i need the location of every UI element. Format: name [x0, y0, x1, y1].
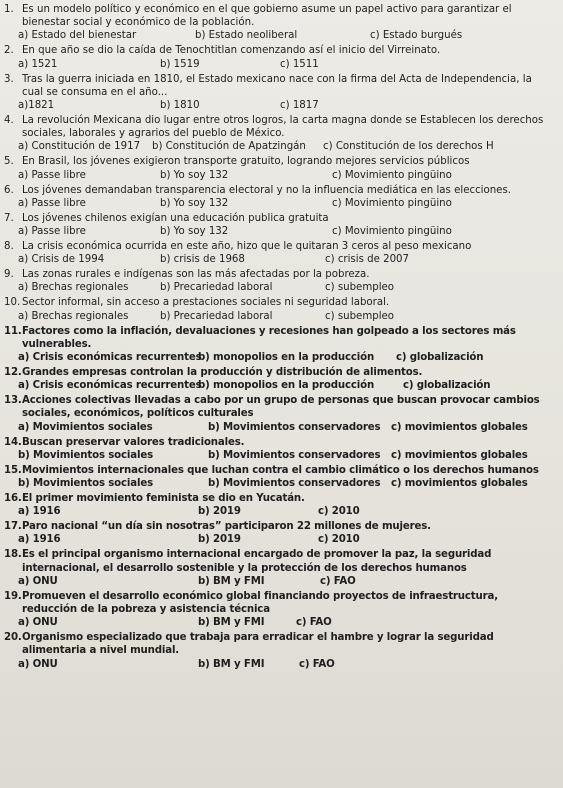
option-b: b) Yo soy 132	[160, 226, 229, 238]
question-13	[4, 394, 555, 435]
option-a: b) Movimientos sociales	[18, 449, 153, 461]
question-4	[4, 114, 555, 155]
question-6	[4, 184, 555, 212]
option-b: b) BM y FMI	[198, 575, 265, 587]
question-2	[4, 44, 555, 72]
question-text: El primer movimiento feminista se dio en Yucatán.	[22, 493, 305, 505]
question-number: 5.	[4, 156, 14, 168]
question-number: 14.	[4, 436, 22, 448]
option-c: c) FAO	[320, 575, 356, 587]
option-c: c) globalización	[403, 380, 491, 392]
option-b: b) Yo soy 132	[160, 169, 229, 181]
option-c: c) 1817	[280, 100, 319, 112]
question-text: La crisis económica ocurrida en este año, hizo que le quitaran 3 ceros al peso mexicano	[22, 241, 472, 253]
option-c: c) 2010	[318, 506, 360, 518]
option-b: b) Precariedad laboral	[160, 282, 273, 294]
question-17	[4, 520, 555, 548]
question-number: 7.	[4, 212, 14, 224]
option-c: c) movimientos globales	[391, 478, 528, 490]
option-c: c) Movimiento pingüino	[332, 169, 452, 181]
option-b: b) crisis de 1968	[160, 254, 245, 266]
option-b: b) Constitución de Apatzingán	[152, 141, 306, 153]
question-number: 17.	[4, 521, 22, 533]
question-11	[4, 325, 555, 366]
question-number: 4.	[4, 115, 14, 127]
question-text: La revolución Mexicana dio lugar entre otros logros, la carta magna donde se Establecen los derechos sociales, laborales y agrarios del pueblo de México.	[22, 115, 544, 140]
option-b: b) Yo soy 132	[160, 197, 229, 209]
option-b: b) BM y FMI	[198, 617, 265, 629]
question-number: 6.	[4, 184, 14, 196]
question-text: Tras la guerra iniciada en 1810, el Estado mexicano nace con la firma del Acta de Independencia, la cual se consuma en el año...	[22, 73, 532, 98]
option-a: a) Constitución de 1917	[18, 141, 141, 153]
option-a: a) Brechas regionales	[18, 282, 129, 294]
option-a: a) ONU	[18, 617, 58, 629]
question-text: Grandes empresas controlan la producción y distribución de alimentos.	[22, 367, 423, 379]
option-c: c) crisis de 2007	[325, 254, 410, 266]
question-number: 2.	[4, 45, 14, 57]
option-b: b) BM y FMI	[198, 658, 265, 670]
option-b: b) Precariedad laboral	[160, 310, 273, 322]
question-number: 13.	[4, 395, 22, 407]
question-number: 12.	[4, 367, 22, 379]
question-text: Buscan preservar valores tradicionales.	[22, 436, 245, 448]
question-12	[4, 366, 555, 394]
option-c: c) movimientos globales	[391, 421, 528, 433]
question-text: Los jóvenes demandaban transparencia electoral y no la influencia mediática en las elecciones.	[22, 184, 511, 196]
question-text: Acciones colectivas llevadas a cabo por un grupo de personas que buscan provocar cambios sociales, económicos, políticos culturales	[22, 395, 540, 420]
option-c: c) Movimiento pingüino	[332, 226, 452, 238]
option-c: c) FAO	[299, 658, 335, 670]
question-text: Movimientos internacionales que luchan contra el cambio climático o los derechos humanos	[22, 464, 539, 476]
question-text: Promueven el desarrollo económico global financiando proyectos de infraestructura, reducción de la pobreza y asistencia técnica	[22, 590, 498, 616]
question-number: 19.	[4, 590, 22, 602]
option-a: a) ONU	[18, 658, 58, 670]
question-text: Paro nacional “un día sin nosotras” participaron 22 millones de mujeres.	[22, 521, 431, 533]
question-text: Los jóvenes chilenos exigían una educación publica gratuita	[22, 212, 329, 224]
question-number: 3.	[4, 73, 14, 85]
question-text: Sector informal, sin acceso a prestaciones sociales ni seguridad laboral.	[22, 297, 390, 309]
option-c: c) FAO	[296, 617, 332, 629]
option-a: a) Passe libre	[18, 169, 86, 181]
question-text: En Brasil, los jóvenes exigieron transporte gratuito, logrando mejores servicios públicos	[22, 156, 470, 168]
question-number: 18.	[4, 549, 22, 561]
option-a: a)1821	[18, 100, 55, 112]
question-1	[4, 3, 555, 44]
question-8	[4, 240, 555, 268]
question-10	[4, 296, 555, 324]
option-b: b) Estado neoliberal	[195, 30, 298, 42]
option-b: b) 1519	[160, 58, 200, 70]
option-a: a) Crisis económicas recurrentes	[18, 352, 202, 364]
option-c: c) globalización	[396, 352, 484, 364]
option-a: a) Passe libre	[18, 197, 86, 209]
question-5	[4, 155, 555, 183]
question-18	[4, 548, 555, 589]
question-number: 16.	[4, 493, 22, 505]
option-b: b) 2019	[198, 534, 241, 546]
option-a: a) 1916	[18, 534, 61, 546]
question-text: Organismo especializado que trabaja para erradicar el hambre y lograr la seguridad alimentaria a nivel mundial.	[22, 632, 494, 657]
option-a: a) 1916	[18, 506, 61, 518]
question-16	[4, 492, 555, 520]
option-b: b) Movimientos conservadores	[208, 478, 381, 490]
option-b: b) Movimientos conservadores	[208, 421, 381, 433]
question-7	[4, 212, 555, 240]
question-text: En que año se dio la caída de Tenochtitlan comenzando así el inicio del Virreinato.	[22, 45, 441, 57]
option-a: a) Movimientos sociales	[18, 421, 153, 433]
option-c: c) Estado burgués	[370, 30, 463, 42]
option-c: c) subempleo	[325, 282, 395, 294]
option-a: a) Crisis económicas recurrentes	[18, 380, 202, 392]
option-c: c) Constitución de los derechos H	[323, 141, 494, 153]
question-14	[4, 436, 555, 464]
question-number: 20.	[4, 632, 22, 644]
option-b: b) monopolios en la producción	[198, 352, 375, 364]
option-b: b) 2019	[198, 506, 241, 518]
option-a: a) 1521	[18, 58, 58, 70]
question-text: Factores como la inflación, devaluaciones y recesiones han golpeado a los sectores más vulnerables.	[22, 325, 516, 350]
option-b: b) Movimientos conservadores	[208, 449, 381, 461]
option-c: c) subempleo	[325, 310, 395, 322]
option-a: b) Movimientos sociales	[18, 478, 153, 490]
question-number: 1.	[4, 4, 14, 15]
question-number: 9.	[4, 269, 14, 281]
option-b: b) 1810	[160, 100, 200, 112]
question-number: 15.	[4, 464, 22, 476]
question-15	[4, 464, 555, 492]
option-a: a) Crisis de 1994	[18, 254, 105, 266]
option-c: c) 2010	[318, 534, 360, 546]
option-c: c) Movimiento pingüino	[332, 197, 452, 209]
option-c: c) 1511	[280, 58, 319, 70]
question-number: 11.	[4, 325, 22, 337]
question-text: Es el principal organismo internacional encargado de promover la paz, la seguridad internacional, el desarrollo sostenible y la protección de los derechos humanos	[22, 549, 492, 574]
question-text: Las zonas rurales e indígenas son las más afectadas por la pobreza.	[22, 269, 370, 281]
option-b: b) monopolios en la producción	[198, 380, 375, 392]
option-a: a) Estado del bienestar	[18, 30, 137, 42]
option-a: a) ONU	[18, 575, 58, 587]
option-a: a) Brechas regionales	[18, 310, 129, 322]
question-number: 10.	[4, 297, 21, 309]
question-3	[4, 73, 555, 114]
question-text: Es un modelo político y económico en el que gobierno asume un papel activo para garantizar el bienestar social y económico de la población.	[22, 4, 512, 29]
option-c: c) movimientos globales	[391, 449, 528, 461]
option-a: a) Passe libre	[18, 226, 86, 238]
question-number: 8.	[4, 241, 14, 253]
question-9	[4, 268, 555, 296]
question-20	[4, 631, 555, 672]
question-19	[4, 590, 555, 631]
